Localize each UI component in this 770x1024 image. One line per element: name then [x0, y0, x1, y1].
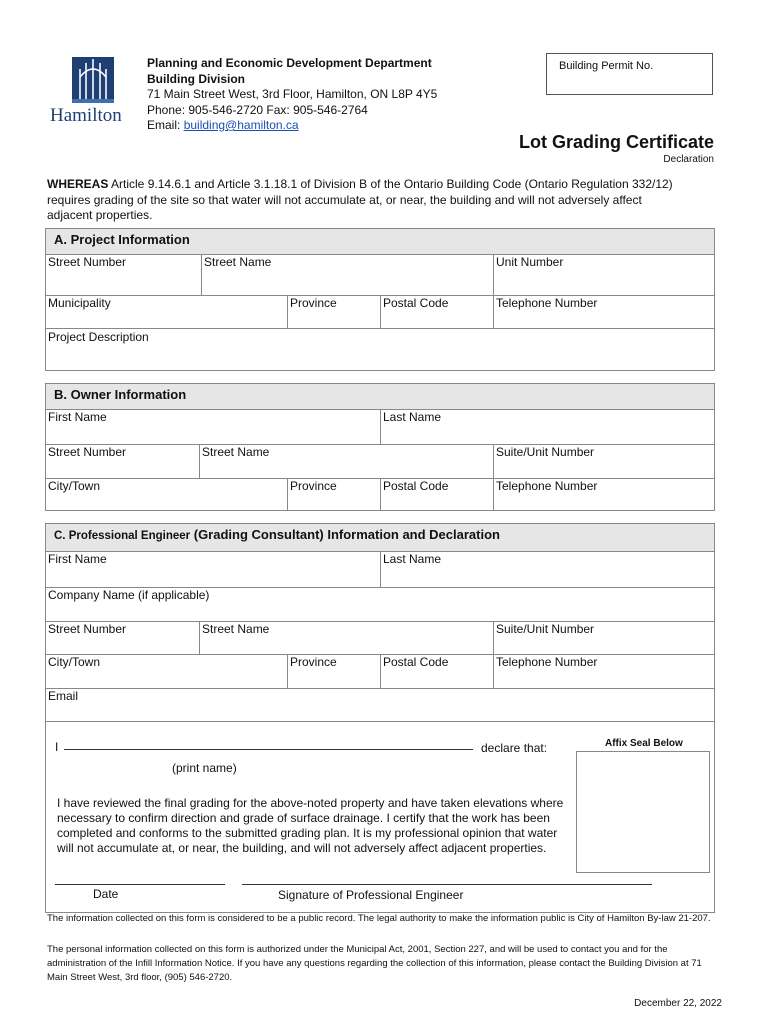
owner-street-name-field[interactable]: [199, 444, 493, 478]
personal-info-notice: The personal information collected on this form is authorized under the Municipal Act, 2001, Section 227, and will be used to contact you and for the administration of the Infill Information Notice. If you have any questions regarding the collection of this information, please contact the Building Division at 71 Main Street West, 3rd floor, (905) 546-2720.: [47, 944, 702, 983]
date-line[interactable]: [55, 884, 225, 885]
address: 71 Main Street West, 3rd Floor, Hamilton, ON L8P 4Y5: [147, 87, 438, 101]
hamilton-logo: [50, 55, 138, 130]
signature-caption: Signature of Professional Engineer: [278, 888, 464, 902]
engineer-postal-code-field[interactable]: [380, 654, 493, 688]
field-label: Street Name: [202, 622, 270, 636]
section-b-owner-information: [45, 383, 715, 511]
section-a-project-information: [45, 228, 715, 371]
page-title: Lot Grading Certificate: [518, 132, 714, 152]
owner-first-name-field[interactable]: [46, 410, 380, 444]
seal-box[interactable]: [576, 751, 710, 873]
municipality-field[interactable]: [46, 295, 287, 328]
whereas-text: Article 9.14.6.1 and Article 3.1.18.1 of Division B of the Ontario Building Code (Ontario Regulation 332/12) requires grading of the site so that water will not accumulate at, or near, the building and will not adversely affect adjacent properties.: [47, 177, 673, 222]
owner-telephone-field[interactable]: [493, 478, 715, 511]
owner-suite-field[interactable]: [493, 444, 715, 478]
section-a-title: A. Project Information: [46, 229, 714, 255]
email-link[interactable]: building@hamilton.ca: [183, 118, 299, 132]
section-c-title-rest: (Grading Consultant) Information and Declaration: [190, 527, 500, 542]
revision-date: December 22, 2022: [634, 998, 722, 1009]
field-label: City/Town: [48, 479, 101, 493]
section-c-title-prefix: C. Professional Engineer: [54, 530, 191, 542]
field-label: Suite/Unit Number: [496, 622, 595, 636]
engineer-telephone-field[interactable]: [493, 654, 715, 688]
public-record-notice: The information collected on this form is considered to be a public record. The legal authority to make the information public is City of Hamilton By-law 21-207.: [47, 913, 711, 924]
field-label: Company Name (if applicable): [48, 588, 210, 602]
whereas-bold: WHEREAS: [47, 177, 109, 191]
field-label: First Name: [48, 410, 107, 424]
declaration-statement: I have reviewed the final grading for the above-noted property and have taken elevations where necessary to confirm direction and grade of surface drainage. I certify that the work has been completed and conforms to the submitted grading plan. It is my professional opinion that water will not accumulate at, or near, the building, and will not adversely affect adjacent properties.: [57, 796, 564, 855]
owner-postal-code-field[interactable]: [380, 478, 493, 511]
print-name-line[interactable]: [64, 749, 473, 750]
email-label: Email:: [147, 118, 184, 132]
field-label: Email: [48, 689, 79, 703]
field-label: Street Number: [48, 622, 127, 636]
engineer-street-name-field[interactable]: [199, 621, 493, 654]
building-permit-label: Building Permit No.: [559, 60, 654, 72]
field-label: Telephone Number: [496, 479, 598, 493]
section-c-title: [46, 524, 714, 552]
engineer-city-field[interactable]: [46, 654, 287, 688]
street-name-field[interactable]: [201, 255, 493, 295]
postal-code-field[interactable]: [380, 295, 493, 328]
field-label: First Name: [48, 552, 107, 566]
engineer-email-field[interactable]: [46, 688, 715, 722]
field-label: Street Name: [204, 255, 272, 269]
field-label: Province: [290, 296, 337, 310]
department-name: Planning and Economic Development Department: [147, 56, 432, 70]
telephone-field[interactable]: [493, 295, 715, 328]
division-name: Building Division: [147, 71, 245, 86]
field-label: Postal Code: [383, 479, 449, 493]
field-label: Street Name: [202, 445, 270, 459]
engineer-street-number-field[interactable]: [46, 621, 199, 654]
field-label: Province: [290, 655, 337, 669]
owner-street-number-field[interactable]: [46, 444, 199, 478]
building-permit-field[interactable]: [546, 53, 713, 95]
province-field[interactable]: [287, 295, 380, 328]
email-line: [147, 118, 437, 134]
field-label: Postal Code: [383, 655, 449, 669]
field-label: Suite/Unit Number: [496, 445, 595, 459]
engineer-first-name-field[interactable]: [46, 552, 380, 587]
department-info: [147, 56, 437, 134]
declaration-i-label: I: [55, 740, 59, 754]
field-label: Unit Number: [496, 255, 564, 269]
signature-line[interactable]: [242, 884, 652, 885]
engineer-suite-field[interactable]: [493, 621, 715, 654]
field-label: Last Name: [383, 552, 442, 566]
field-label: Postal Code: [383, 296, 449, 310]
field-label: Province: [290, 479, 337, 493]
date-caption: Date: [93, 887, 119, 901]
project-description-field[interactable]: [46, 328, 715, 371]
print-name-caption: (print name): [172, 761, 237, 775]
field-label: Street Number: [48, 445, 127, 459]
field-label: Project Description: [48, 330, 149, 344]
affix-seal-label: Affix Seal Below: [605, 738, 683, 749]
engineer-last-name-field[interactable]: [380, 552, 715, 587]
field-label: Telephone Number: [496, 655, 598, 669]
field-label: Street Number: [48, 255, 127, 269]
unit-number-field[interactable]: [493, 255, 715, 295]
owner-last-name-field[interactable]: [380, 410, 715, 444]
street-number-field[interactable]: [46, 255, 201, 295]
declare-that-label: declare that:: [481, 741, 548, 755]
field-label: Telephone Number: [496, 296, 598, 310]
section-b-title: B. Owner Information: [46, 384, 714, 410]
whereas-paragraph: [47, 177, 687, 224]
phone-fax: Phone: 905-546-2720 Fax: 905-546-2764: [147, 102, 368, 117]
company-name-field[interactable]: [46, 587, 715, 621]
owner-province-field[interactable]: [287, 478, 380, 511]
field-label: City/Town: [48, 655, 101, 669]
logo-text: Hamilton: [50, 105, 122, 126]
engineer-province-field[interactable]: [287, 654, 380, 688]
field-label: Municipality: [48, 296, 111, 310]
owner-city-field[interactable]: [46, 478, 287, 511]
page-subtitle: Declaration: [663, 154, 714, 165]
field-label: Last Name: [383, 410, 442, 424]
